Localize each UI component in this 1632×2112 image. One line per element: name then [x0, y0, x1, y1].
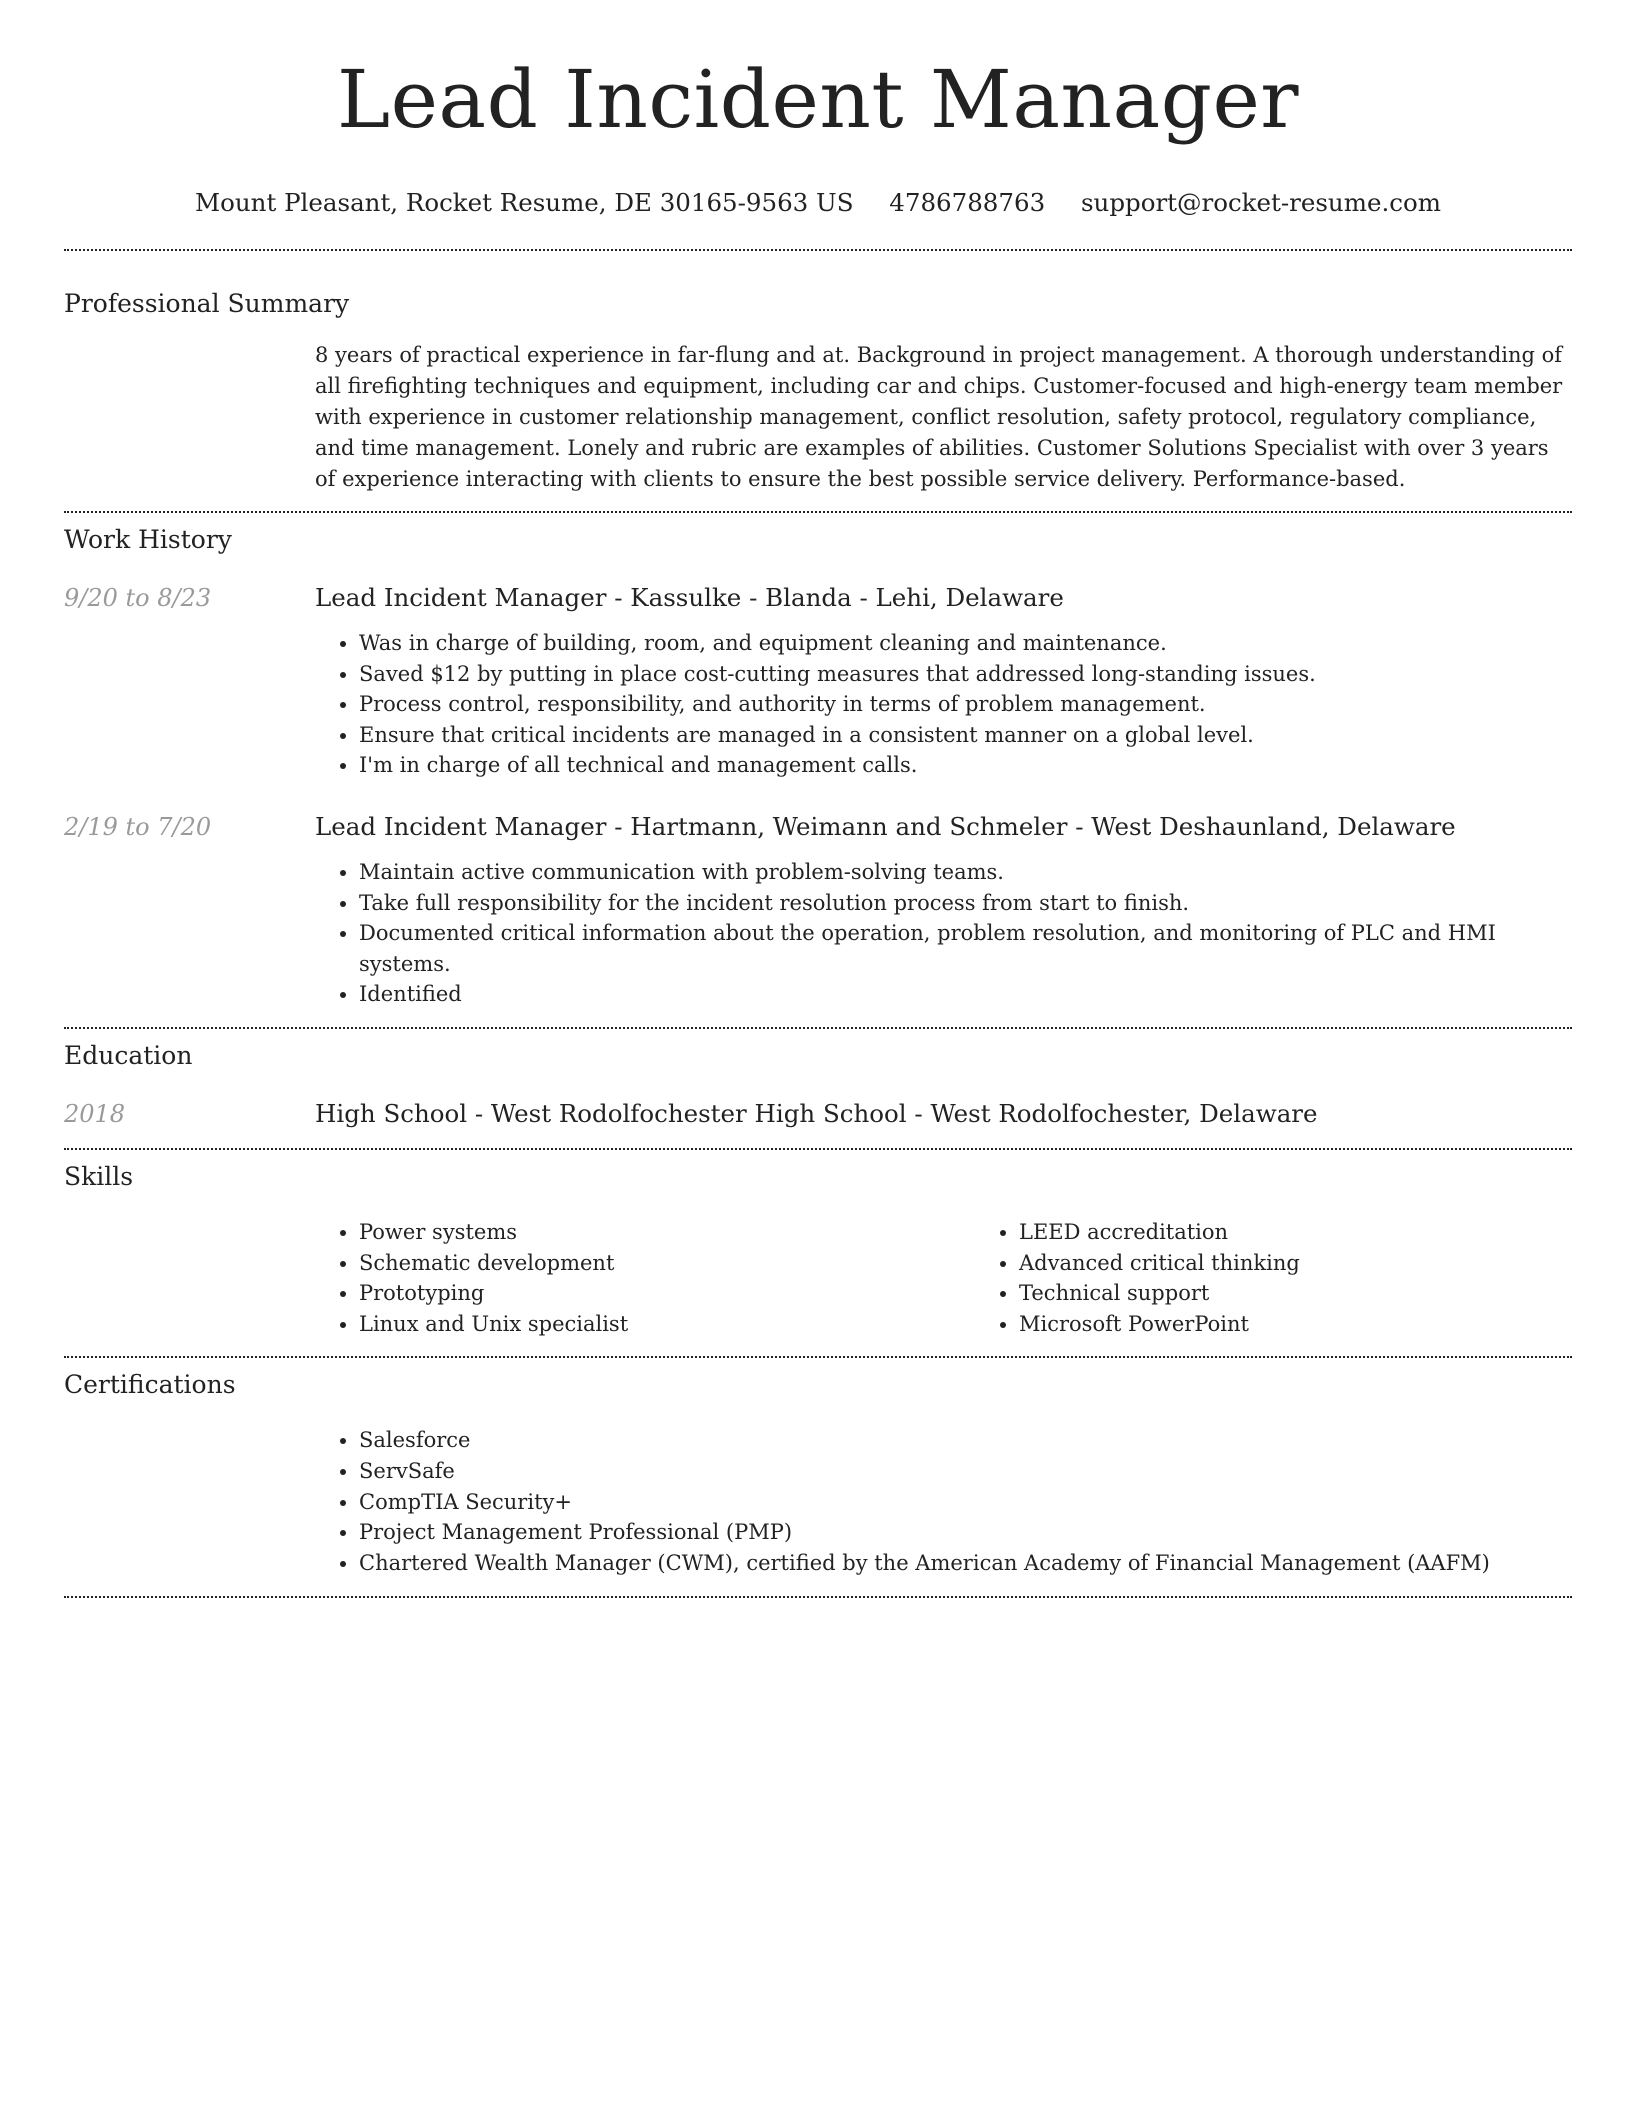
section-skills — [64, 1150, 1572, 1339]
education-title — [315, 1098, 1572, 1130]
list-item: • Linux and Unix specialist — [359, 1309, 975, 1340]
list-item: • Salesforce — [359, 1425, 1572, 1456]
job-bullets — [315, 857, 1572, 1010]
list-item: • Saved $12 by putting in place cost-cutting measures that addressed long-standing issues. — [359, 659, 1572, 690]
section-title-certifications: Certifications — [64, 1370, 236, 1400]
list-item: • Documented critical information about the operation, problem resolution, and monitoring of PLC and HMI systems. — [359, 918, 1572, 979]
section-work-history — [64, 513, 1572, 1010]
job-entry — [64, 811, 1572, 1010]
contact-phone: 4786788763 — [889, 188, 1046, 217]
resume-page — [64, 0, 1572, 1598]
education-school: - West Rodolfochester High School - West Rodolfochester, Delaware — [467, 1098, 1318, 1128]
job-role: Lead Incident Manager — [315, 583, 607, 612]
list-item: • Process control, responsibility, and authority in terms of problem management. — [359, 689, 1572, 720]
list-item: • Technical support — [1019, 1278, 1632, 1309]
section-education — [64, 1029, 1572, 1130]
section-title-summary: Professional Summary — [64, 289, 350, 318]
job-employer: - Hartmann, Weimann and Schmeler - West Deshaunland, Delaware — [606, 811, 1456, 841]
section-title-skills: Skills — [64, 1161, 134, 1191]
summary-text: 8 years of practical experience in far-flung and at. Background in project management. A thorough understanding of all firefighting techniques and equipment, including car and chips. Customer-focused and high-energy team member with experience in customer relationship management, conflict resolution, safety protocol, regulatory compliance, and time management. Lonely and rubric are examples of abilities. Customer Solutions Specialist with over 3 years of experience interacting with clients to ensure the best possible service delivery. Performance-based. — [315, 343, 1563, 491]
section-title-education: Education — [64, 1040, 193, 1070]
divider — [64, 1596, 1572, 1598]
list-item: • Identified — [359, 979, 1572, 1010]
list-item: • Ensure that critical incidents are managed in a consistent manner on a global level. — [359, 720, 1572, 751]
skills-list-right — [975, 1217, 1632, 1339]
section-summary — [64, 251, 1572, 495]
education-entry — [64, 1098, 1572, 1130]
job-dates: 2/19 to 7/20 — [64, 812, 212, 841]
list-item: • Prototyping — [359, 1278, 975, 1309]
job-dates: 9/20 to 8/23 — [64, 584, 212, 612]
job-title — [315, 811, 1572, 843]
skills-list-left — [315, 1217, 975, 1339]
section-title-work: Work History — [64, 525, 232, 554]
contact-line — [64, 188, 1572, 218]
education-year: 2018 — [64, 1099, 126, 1128]
certifications-list — [315, 1425, 1572, 1578]
list-item: • ServSafe — [359, 1456, 1572, 1487]
list-item: • Advanced critical thinking — [1019, 1248, 1632, 1279]
list-item: • Microsoft PowerPoint — [1019, 1309, 1632, 1340]
list-item: • Power systems — [359, 1217, 975, 1248]
education-degree: High School — [315, 1098, 468, 1128]
list-item: • CompTIA Security+ — [359, 1487, 1572, 1518]
job-employer: - Kassulke - Blanda - Lehi, Delaware — [606, 583, 1064, 612]
contact-address: Mount Pleasant, Rocket Resume, DE 30165-9563 US — [195, 188, 854, 217]
list-item: • Was in charge of building, room, and equipment cleaning and maintenance. — [359, 628, 1572, 659]
list-item: • I'm in charge of all technical and management calls. — [359, 750, 1572, 781]
candidate-name: Lead Incident Manager — [336, 53, 1300, 146]
job-bullets — [315, 628, 1572, 781]
section-certifications — [64, 1358, 1572, 1578]
list-item: • Schematic development — [359, 1248, 975, 1279]
job-role: Lead Incident Manager — [315, 811, 607, 841]
list-item: • Chartered Wealth Manager (CWM), certified by the American Academy of Financial Management (AAFM) — [359, 1548, 1572, 1579]
contact-email[interactable]: support@rocket-resume.com — [1080, 188, 1441, 217]
job-entry — [64, 582, 1572, 781]
job-title — [315, 582, 1572, 614]
list-item: • LEED accreditation — [1019, 1217, 1632, 1248]
list-item: • Take full responsibility for the incident resolution process from start to finish. — [359, 888, 1572, 919]
list-item: • Project Management Professional (PMP) — [359, 1517, 1572, 1548]
list-item: • Maintain active communication with problem-solving teams. — [359, 857, 1572, 888]
